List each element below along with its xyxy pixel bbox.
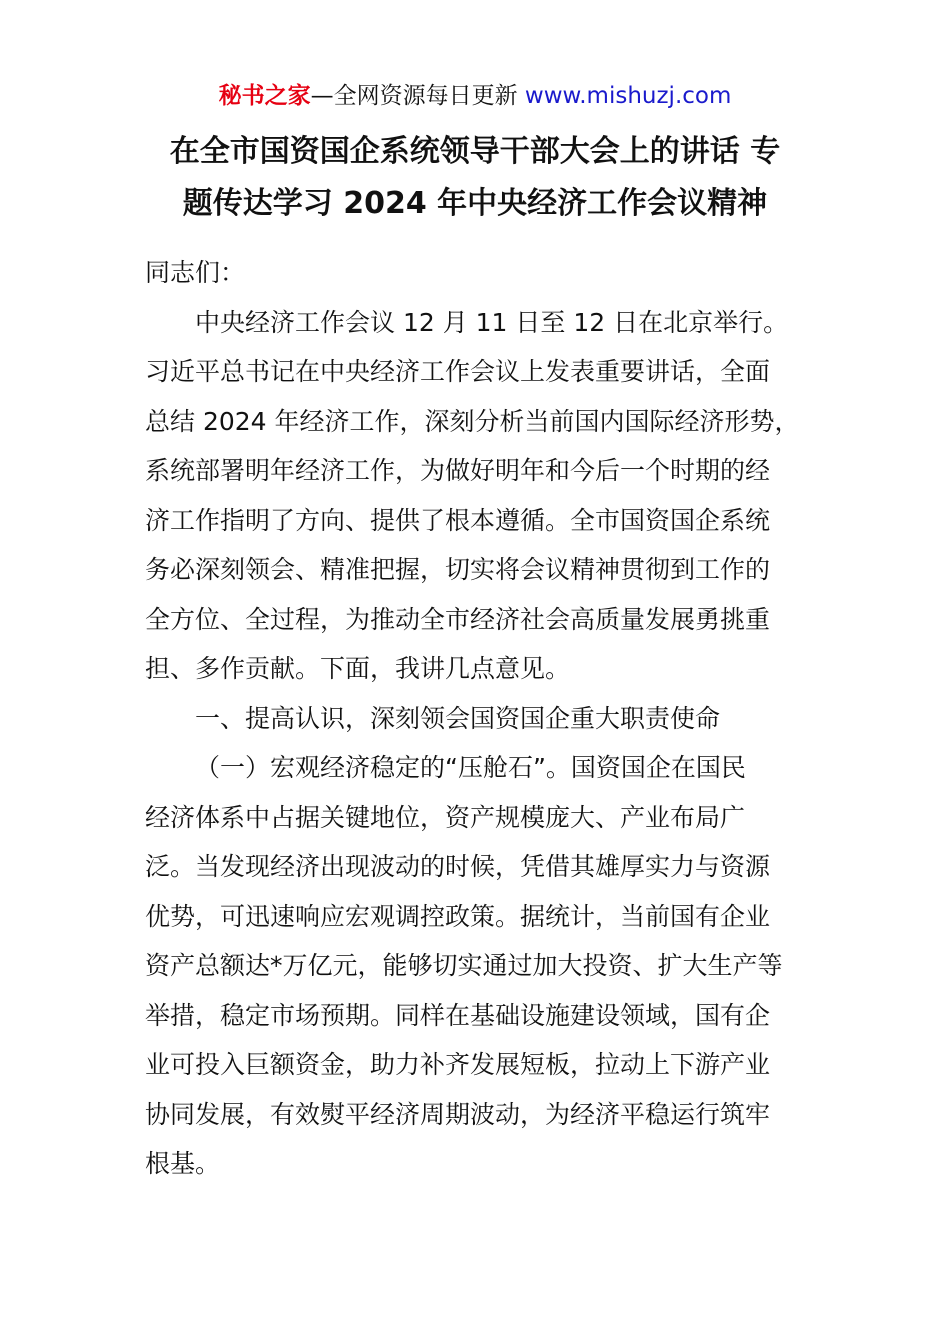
- document-body: [145, 248, 807, 1189]
- paragraph-line: 担、多作贡献。下面，我讲几点意见。: [145, 654, 571, 683]
- site-header: [0, 80, 950, 112]
- title-line: 题传达学习 2024 年中央经济工作会议精神: [182, 186, 768, 221]
- site-url-link[interactable]: www.mishuzj.com: [524, 83, 732, 109]
- paragraph-line: 优势，可迅速响应宏观调控政策。据统计，当前国有企业: [145, 901, 771, 931]
- paragraph-line: 全方位、全过程，为推动全市经济社会高质量发展勇挑重: [145, 604, 771, 634]
- section-heading: 一、提高认识，深刻领会国资国企重大职责使命: [195, 703, 721, 733]
- title-line: 在全市国资国企系统领导干部大会上的讲话 专: [169, 134, 781, 169]
- paragraph-line: 务必深刻领会、精准把握，切实将会议精神贯彻到工作的: [145, 555, 771, 584]
- paragraph-line: 资产总额达*万亿元，能够切实通过加大投资、扩大生产等: [145, 951, 783, 980]
- paragraph-line: 系统部署明年经济工作，为做好明年和今后一个时期的经: [145, 456, 771, 485]
- brand-name: 秘书之家: [218, 83, 311, 109]
- paragraph-line: （一）宏观经济稳定的“压舱石”。国资国企在国民: [195, 753, 746, 782]
- document-title: [130, 126, 820, 230]
- paragraph-line: 习近平总书记在中央经济工作会议上发表重要讲话，全面: [145, 357, 771, 386]
- paragraph-line: 中央经济工作会议 12 月 11 日至 12 日在北京举行。: [195, 307, 789, 337]
- paragraph-line: 泛。当发现经济出现波动的时候，凭借其雄厚实力与资源: [145, 852, 771, 881]
- paragraph-line: 协同发展，有效熨平经济周期波动，为经济平稳运行筑牢: [145, 1099, 771, 1129]
- paragraph-line: 总结 2024 年经济工作，深刻分析当前国内国际经济形势，: [145, 406, 800, 436]
- paragraph-line: 举措，稳定市场预期。同样在基础设施建设领域，国有企: [145, 1000, 771, 1030]
- header-slogan: —全网资源每日更新: [310, 83, 518, 109]
- paragraph-line: 业可投入巨额资金，助力补齐发展短板，拉动上下游产业: [145, 1050, 771, 1079]
- paragraph-line: 济工作指明了方向、提供了根本遵循。全市国资国企系统: [145, 505, 771, 535]
- paragraph-line: 经济体系中占据关键地位，资产规模庞大、产业布局广: [145, 802, 746, 832]
- paragraph-line: 根基。: [145, 1149, 221, 1178]
- salutation: 同志们：: [145, 258, 246, 287]
